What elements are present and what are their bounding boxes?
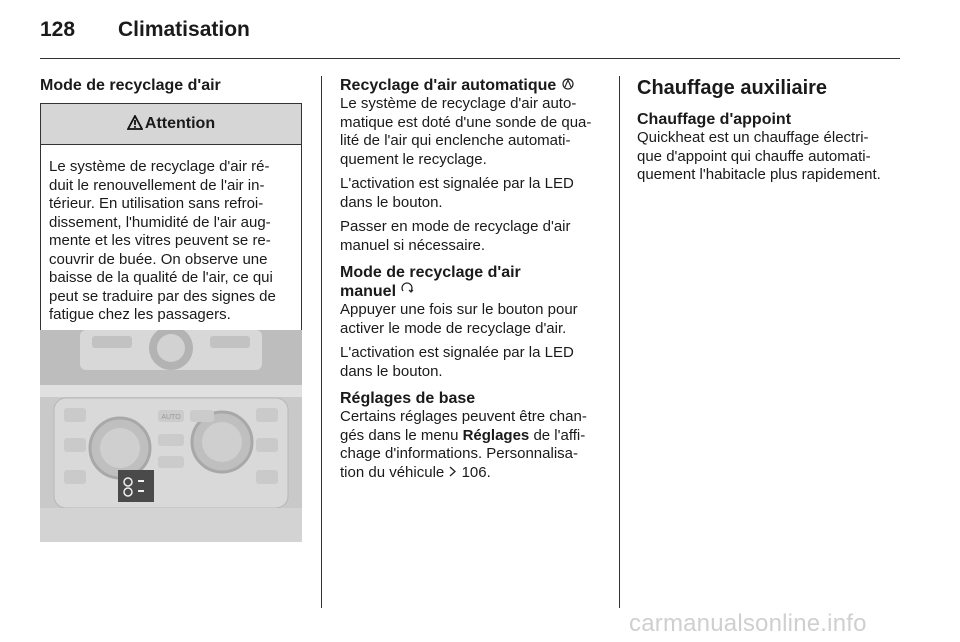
warning-line: couvrir de buée. On observe une (49, 250, 268, 268)
warning-line: baisse de la qualité de l'air, ce qui (49, 269, 273, 286)
section-heading-basic-settings: Réglages de base (340, 390, 476, 407)
section-heading-aux-heating: Chauffage auxiliaire (637, 77, 828, 99)
page-number: 128 (40, 18, 76, 41)
quickheat-text-line: quement l'habitacle plus rapidement. (637, 166, 881, 183)
auto-text-line: lité de l'air qui enclenche automati- (340, 132, 571, 149)
page-header (40, 18, 250, 42)
heading-text: manuel (340, 283, 397, 300)
led-text-line: L'activation est signalée par la LED (340, 344, 574, 361)
auto-text-line: matique est doté d'une sonde de qua- (340, 113, 592, 131)
text-fragment: gés dans le menu (340, 426, 463, 444)
auto-text-line: quement le recyclage. (340, 150, 487, 168)
settings-menu-term: Réglages (462, 426, 530, 444)
section-heading-manual-recirculation (340, 263, 605, 301)
warning-line: dissement, l'humidité de l'air aug- (49, 213, 271, 231)
watermark: carmanualsonline.info (629, 610, 867, 637)
led-text-line: dans le bouton. (340, 362, 443, 380)
column-2 (340, 76, 605, 482)
warning-line: mente et les vitres peuvent se re- (49, 232, 271, 249)
header-rule (40, 58, 900, 59)
text-fragment: tion du véhicule (340, 463, 449, 481)
auto-button-label: AUTO (161, 414, 181, 421)
warning-line: térieur. En utilisation sans refroi- (49, 195, 264, 212)
auto-text-line: Le système de recyclage d'air auto- (340, 95, 577, 112)
page-reference-link[interactable]: 106. (461, 463, 491, 481)
base-text-line: chage d'informations. Personnalisa- (340, 445, 578, 462)
section-heading-auto-recirculation (340, 76, 605, 95)
column-divider-2 (619, 76, 620, 608)
quickheat-text-line: que d'appoint qui chauffe automati- (637, 147, 871, 165)
page-reference-icon (448, 464, 457, 481)
quickheat-text-line: Quickheat est un chauffage électri- (637, 129, 869, 146)
warning-box (40, 103, 302, 336)
column-1 (40, 76, 302, 336)
warning-triangle-icon (127, 115, 143, 134)
warning-header (41, 104, 301, 145)
subheading-quickheat: Chauffage d'appoint (637, 111, 792, 128)
climate-control-panel-photo (40, 330, 302, 542)
base-text-line (340, 464, 605, 483)
base-text-line: Certains réglages peuvent être chan- (340, 408, 587, 425)
warning-line: fatigue chez les passagers. (49, 306, 231, 323)
manual-text-line: Appuyer une fois sur le bouton pour (340, 301, 578, 318)
led-text-line: L'activation est signalée par la LED (340, 175, 574, 192)
base-text-line (340, 427, 605, 446)
warning-line: duit le renouvellement de l'air in- (49, 176, 265, 194)
chapter-title: Climatisation (118, 18, 250, 41)
section-heading-recirculation: Mode de recyclage d'air (40, 77, 221, 94)
warning-line: Le système de recyclage d'air ré- (49, 158, 270, 175)
text-fragment: de l'affi- (529, 426, 586, 444)
warning-title: Attention (144, 115, 216, 132)
heading-text: Recyclage d'air automatique (340, 77, 557, 94)
heading-text: Mode de recyclage d'air (340, 264, 521, 281)
led-text-line: dans le bouton. (340, 193, 443, 211)
column-3 (637, 76, 917, 185)
recirculation-icon (400, 283, 414, 299)
column-divider-1 (321, 76, 322, 608)
warning-line: peut se traduire par des signes de (49, 287, 276, 305)
auto-recirculation-icon (561, 77, 575, 93)
switch-text-line: Passer en mode de recyclage d'air (340, 218, 571, 235)
manual-text-line: activer le mode de recyclage d'air. (340, 319, 567, 337)
warning-body (41, 145, 301, 335)
switch-text-line: manuel si nécessaire. (340, 236, 486, 254)
